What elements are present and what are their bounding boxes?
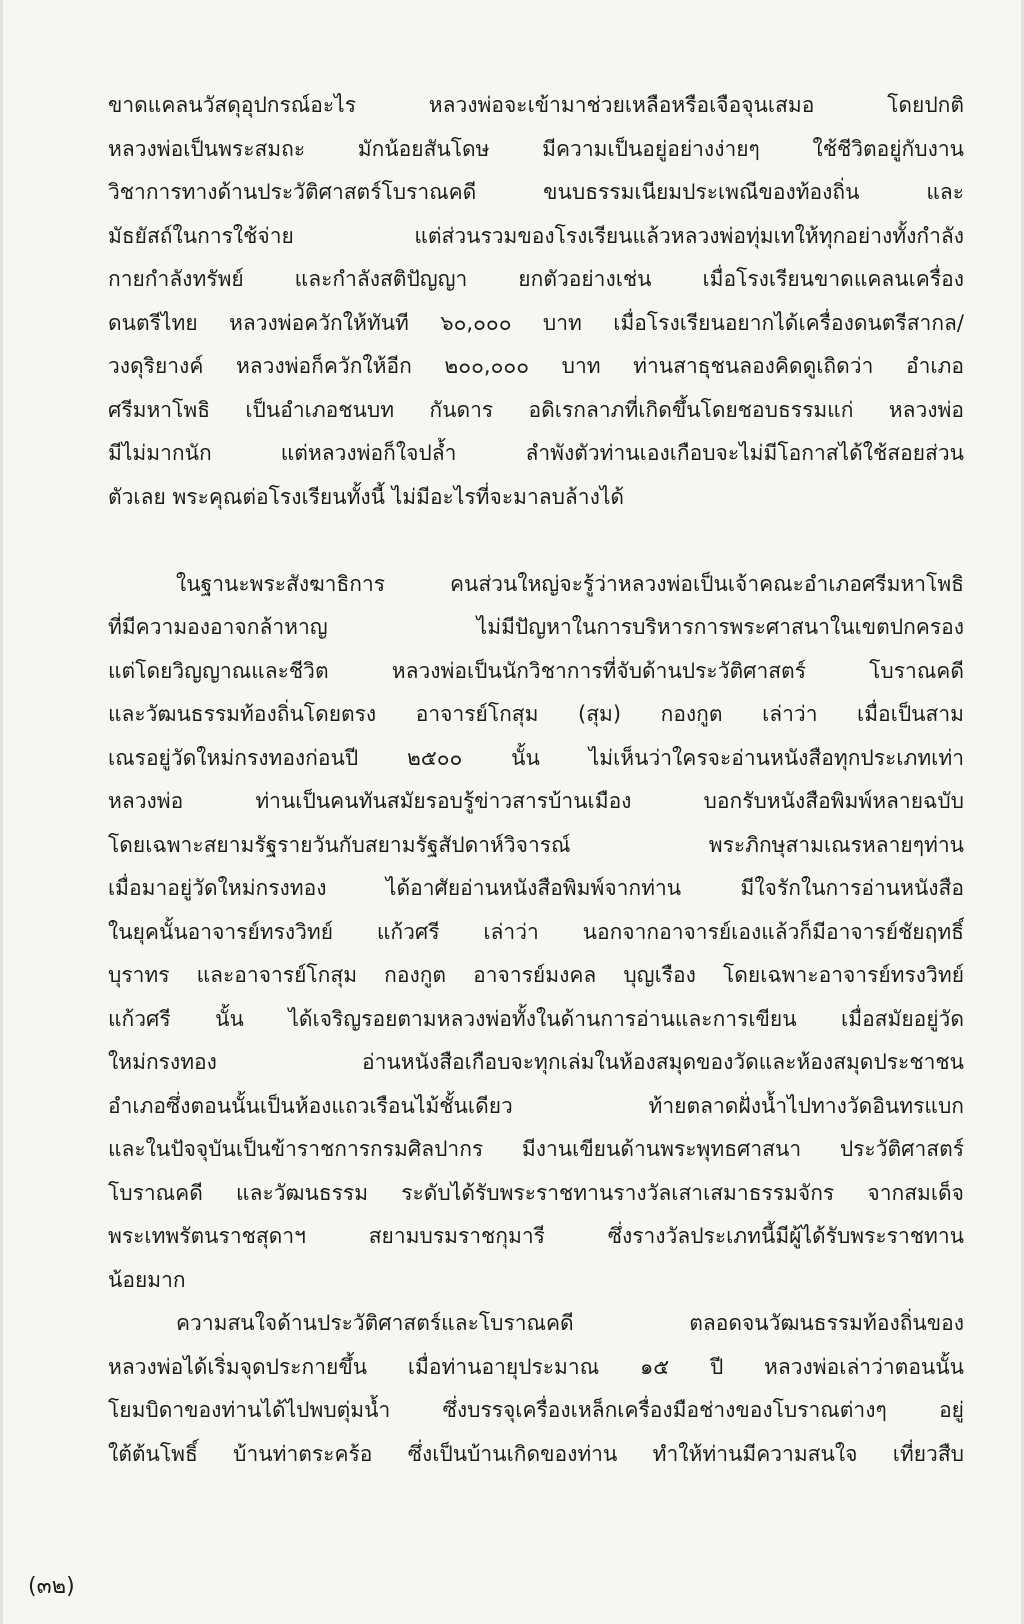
text-line: แก้วศรี นั้น ได้เจริญรอยตามหลวงพ่อทั้งในด้านการอ่านและการเขียน เมื่อสมัยอยู่วัด [108, 1006, 964, 1031]
text-line: และวัฒนธรรมท้องถิ่นโดยตรง อาจารย์โกสุม (สุม) กองกูต เล่าว่า เมื่อเป็นสาม [108, 702, 964, 726]
text-line: ใต้ต้นโพธิ์ บ้านท่าตระคร้อ ซึ่งเป็นบ้านเกิดของท่าน ทำให้ท่านมีความสนใจ เที่ยวสืบ [108, 1441, 964, 1466]
text-line: ศรีมหาโพธิ เป็นอำเภอชนบท กันดาร อดิเรกลาภที่เกิดขึ้นโดยชอบธรรมแก่ หลวงพ่อ [108, 397, 964, 422]
text-line: วงดุริยางค์ หลวงพ่อก็ควักให้อีก ๒๐๐,๐๐๐ บาท ท่านสาธุชนลองคิดดูเถิดว่า อำเภอ [108, 354, 964, 378]
text-line: โดยเฉพาะสยามรัฐรายวันกับสยามรัฐสัปดาห์วิจารณ์ พระภิกษุสามเณรหลายๆท่าน [108, 832, 964, 857]
paragraph-gap [108, 519, 964, 563]
text-line: บุราทร และอาจารย์โกสุม กองกูต อาจารย์มงคล บุญเรือง โดยเฉพาะอาจารย์ทรงวิทย์ [108, 963, 964, 987]
text-line: อำเภอซึ่งตอนนั้นเป็นห้องแถวเรือนไม้ชั้นเดียว ท้ายตลาดฝั่งน้ำไปทางวัดอินทรแบก [108, 1093, 964, 1118]
text-line: น้อยมาก [108, 1267, 186, 1292]
text-line: มัธยัสถ์ในการใช้จ่าย แต่ส่วนรวมของโรงเรียนแล้วหลวงพ่อทุ่มเทให้ทุกอย่างทั้งกำลัง [108, 223, 964, 248]
text-line: เณรอยู่วัดใหม่กรงทองก่อนปี ๒๕๐๐ นั้น ไม่เห็นว่าใครจะอ่านหนังสือทุกประเภทเท่า [108, 745, 964, 770]
body-text [108, 84, 964, 1476]
text-line: ที่มีความองอาจกล้าหาญ ไม่มีปัญหาในการบริหารการพระศาสนาในเขตปกครอง [108, 615, 964, 639]
text-line: มีไม่มากนัก แต่หลวงพ่อก็ใจปล้ำ ลำพังตัวท่านเองเกือบจะไม่มีโอกาสได้ใช้สอยส่วน [108, 441, 964, 465]
text-line: หลวงพ่อได้เริ่มจุดประกายขึ้น เมื่อท่านอายุประมาณ ๑๕ ปี หลวงพ่อเล่าว่าตอนนั้น [108, 1354, 964, 1379]
text-line: ใหม่กรงทอง อ่านหนังสือเกือบจะทุกเล่มในห้องสมุดของวัดและห้องสมุดประชาชน [108, 1050, 964, 1074]
paragraph-2 [108, 563, 964, 1303]
text-line: วิชาการทางด้านประวัติศาสตร์โบราณคดี ขนบธรรมเนียมประเพณีของท้องถิ่น และ [108, 180, 964, 204]
text-line: ความสนใจด้านประวัติศาสตร์และโบราณคดี ตลอดจนวัฒนธรรมท้องถิ่นของ [176, 1311, 964, 1335]
text-line: แต่โดยวิญญาณและชีวิต หลวงพ่อเป็นนักวิชาการที่จับด้านประวัติศาสตร์ โบราณคดี [108, 658, 964, 683]
text-line: ดนตรีไทย หลวงพ่อควักให้ทันที ๖๐,๐๐๐ บาท เมื่อโรงเรียนอยากได้เครื่องดนตรีสากล/ [108, 310, 964, 335]
text-line: เมื่อมาอยู่วัดใหม่กรงทอง ได้อาศัยอ่านหนังสือพิมพ์จากท่าน มีใจรักในการอ่านหนังสือ [108, 876, 964, 900]
text-line: พระเทพรัตนราชสุดาฯ สยามบรมราชกุมารี ซึ่งรางวัลประเภทนี้มีผู้ได้รับพระราชทาน [108, 1224, 964, 1248]
text-line: หลวงพ่อเป็นพระสมถะ มักน้อยสันโดษ มีความเป็นอยู่อย่างง่ายๆ ใช้ชีวิตอยู่กับงาน [108, 136, 964, 161]
text-line: โบราณคดี และวัฒนธรรม ระดับได้รับพระราชทานรางวัลเสาเสมาธรรมจักร จากสมเด็จ [108, 1180, 964, 1205]
text-line: โยมบิดาของท่านได้ไปพบตุ่มน้ำ ซึ่งบรรจุเครื่องเหล็กเครื่องมือช่างของโบราณต่างๆ อยู่ [108, 1398, 964, 1422]
text-line: ในยุคนั้นอาจารย์ทรงวิทย์ แก้วศรี เล่าว่า นอกจากอาจารย์เองแล้วก็มีอาจารย์ชัยฤทธิ์ [108, 919, 964, 944]
paragraph-3 [108, 1302, 964, 1476]
paragraph-1 [108, 84, 964, 519]
text-line: ตัวเลย พระคุณต่อโรงเรียนทั้งนี้ ไม่มีอะไรที่จะมาลบล้างได้ [108, 484, 625, 509]
text-line: และในปัจจุบันเป็นข้าราชการกรมศิลปากร มีงานเขียนด้านพระพุทธศาสนา ประวัติศาสตร์ [108, 1137, 964, 1161]
text-line: กายกำลังทรัพย์ และกำลังสติปัญญา ยกตัวอย่างเช่น เมื่อโรงเรียนขาดแคลนเครื่อง [108, 267, 964, 291]
page-number: (๓๒) [28, 1574, 75, 1599]
text-line: หลวงพ่อ ท่านเป็นคนทันสมัยรอบรู้ข่าวสารบ้านเมือง บอกรับหนังสือพิมพ์หลายฉบับ [108, 789, 964, 813]
text-line: ในฐานะพระสังฆาธิการ คนส่วนใหญ่จะรู้ว่าหลวงพ่อเป็นเจ้าคณะอำเภอศรีมหาโพธิ [176, 571, 964, 596]
text-line: ขาดแคลนวัสดุอุปกรณ์อะไร หลวงพ่อจะเข้ามาช่วยเหลือหรือเจือจุนเสมอ โดยปกติ [108, 93, 964, 117]
